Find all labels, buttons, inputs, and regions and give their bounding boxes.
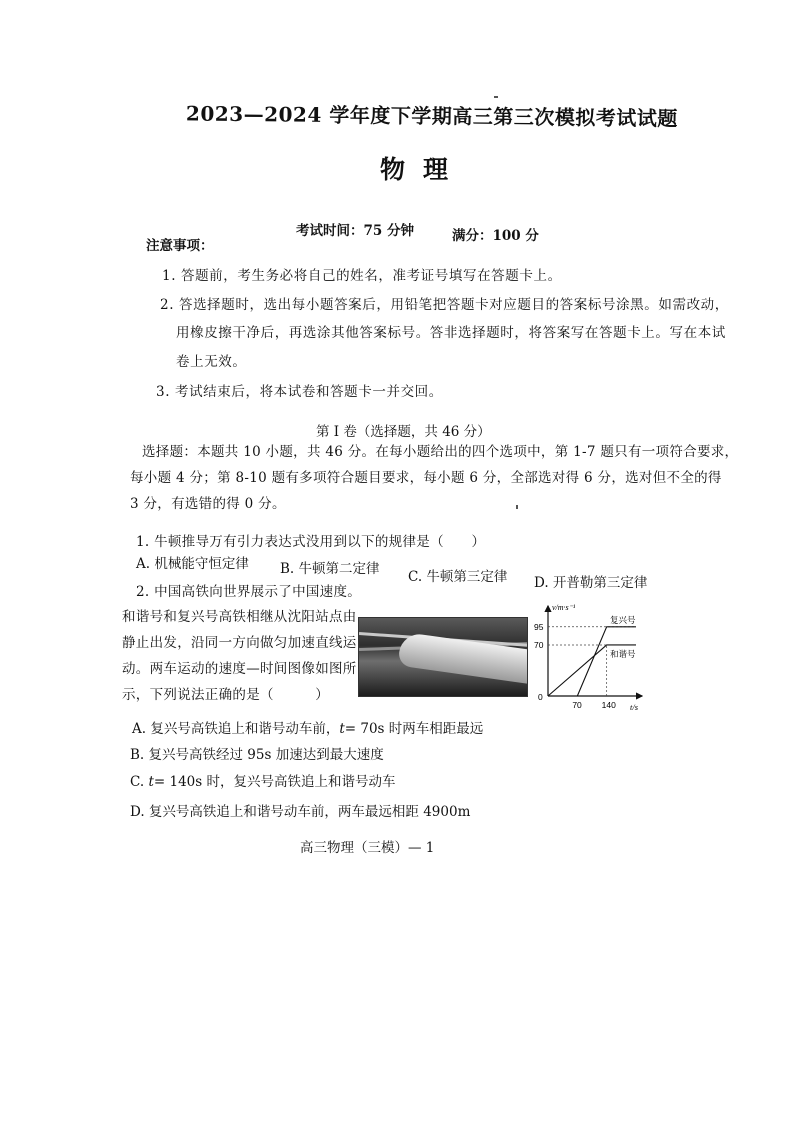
photo-train-body — [397, 632, 528, 687]
question-1-stem: 1. 牛顿推导万有引力表达式没用到以下的规律是（ ） — [136, 534, 486, 550]
subject-title: 物理 — [380, 155, 467, 184]
question-2-option-a — [132, 717, 483, 737]
question-2-stem-line-4: 动。两车运动的速度—时间图像如图所 — [122, 661, 357, 677]
question-2-option-b: B. 复兴号高铁经过 95s 加速达到最大速度 — [130, 747, 384, 763]
section-intro-line-1: 选择题：本题共 10 小题，共 46 分。在每小题给出的四个选项中，第 1-7 题只有一项符合要求， — [142, 444, 739, 460]
question-1-option-c: C. 牛顿第三定律 — [408, 569, 508, 585]
notes-heading: 注意事项： — [146, 238, 214, 254]
high-speed-train-photo — [358, 617, 528, 697]
time-variable: t — [148, 774, 154, 790]
graph-x-axis-label: t/s — [630, 702, 639, 712]
question-1-option-a: A. 机械能守恒定律 — [136, 556, 249, 572]
note-item-2-line-2: 用橡皮擦干净后，再选涂其他答案标号。答非选择题时，将答案写在答题卡上。写在本试 — [176, 325, 726, 341]
section-intro-line-3: 3 分，有选错的得 0 分。 — [130, 496, 286, 512]
x-tick-label-2: 140 — [601, 700, 616, 710]
question-2-option-c — [130, 770, 395, 790]
y-tick-label-1: 70 — [534, 639, 544, 650]
question-1-option-b: B. 牛顿第二定律 — [280, 561, 380, 577]
velocity-time-graph — [530, 600, 646, 712]
question-2-stem-line-1: 2. 中国高铁向世界展示了中国速度。 — [136, 584, 362, 600]
question-2-stem-line-5: 示，下列说法正确的是（ ） — [122, 687, 329, 703]
question-2-stem-line-2: 和谐号和复兴号高铁相继从沈阳站点由 — [122, 609, 357, 625]
note-item-3: 3. 考试结束后，将本试卷和答题卡一并交回。 — [156, 384, 443, 400]
series-label-2: 和谐号 — [610, 649, 636, 660]
note-item-1: 1. 答题前，考生务必将自己的姓名，准考证号填写在答题卡上。 — [162, 268, 562, 284]
graph-origin-label: 0 — [538, 692, 543, 702]
full-score: 满分：100 分 — [452, 228, 539, 244]
note-item-2-line-3: 卷上无效。 — [176, 354, 247, 370]
question-2-option-a-text: A. 复兴号高铁追上和谐号动车前， — [132, 721, 340, 737]
graph-y-axis-label: v/m·s⁻¹ — [552, 603, 576, 612]
x-tick-label-1: 70 — [572, 700, 582, 710]
time-variable: t — [339, 721, 345, 737]
series-label-1: 复兴号 — [610, 615, 636, 626]
scan-speck — [516, 505, 518, 509]
question-2-option-c-label: C. — [130, 774, 149, 790]
question-1-option-d: D. 开普勒第三定律 — [534, 575, 648, 591]
section-intro-line-2: 每小题 4 分；第 8-10 题有多项符合题目要求，每小题 6 分，全部选对得 6 分，选对但不全的得 — [130, 470, 722, 486]
section-title: 第 I 卷（选择题，共 46 分） — [316, 424, 491, 440]
question-2-option-d: D. 复兴号高铁追上和谐号动车前，两车最远相距 4900m — [130, 804, 471, 820]
question-2-stem-line-3: 静止出发，沿同一方向做匀加速直线运 — [122, 635, 357, 651]
scan-speck — [494, 96, 498, 98]
question-2-option-c-text: = 140s 时，复兴号高铁追上和谐号动车 — [153, 774, 396, 790]
exam-time: 考试时间：75 分钟 — [296, 223, 414, 239]
exam-title: 2023—2024 学年度下学期高三第三次模拟考试试题 — [185, 101, 678, 131]
page-footer: 高三物理（三模）— 1 — [300, 840, 435, 856]
question-2-option-a-tail: = 70s 时两车相距最远 — [344, 721, 484, 737]
series-line-1 — [577, 627, 636, 696]
y-tick-label-2: 95 — [534, 621, 544, 632]
note-item-2-line-1: 2. 答选择题时，选出每小题答案后，用铅笔把答题卡对应题目的答案标号涂黑。如需改动， — [160, 297, 729, 313]
